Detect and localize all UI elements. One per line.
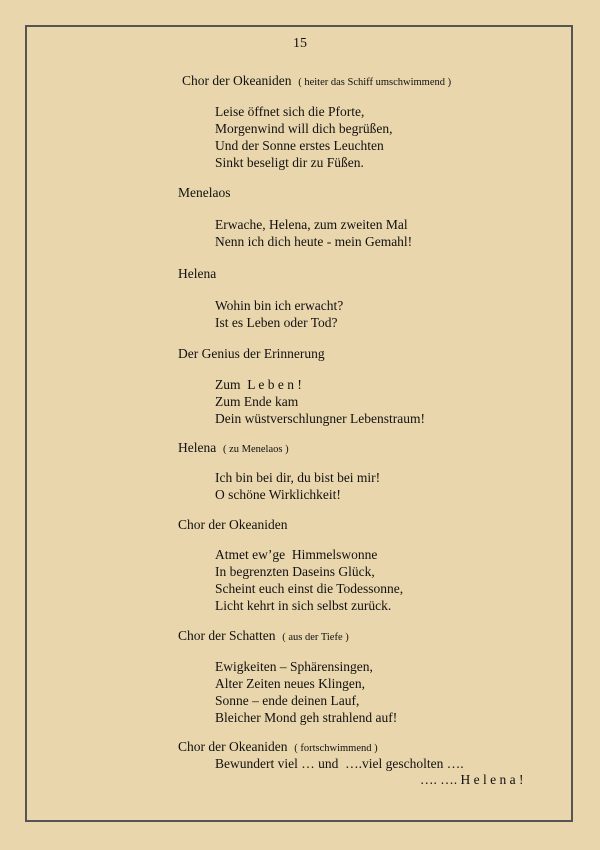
verse-line: Scheint euch einst die Todessonne, (215, 581, 404, 596)
verse-line: Sinkt beseligt dir zu Füßen. (215, 155, 364, 170)
verse-line: Licht kehrt in sich selbst zurück. (215, 598, 392, 613)
speaker-name: Chor der Okeaniden (182, 73, 292, 88)
speaker-name: Menelaos (178, 185, 231, 200)
verse-line: Wohin bin ich erwacht? (215, 298, 344, 313)
verse-line: Sonne – ende deinen Lauf, (215, 693, 360, 708)
stage-direction: ( fortschwimmend ) (294, 743, 378, 754)
verse-line: Leise öffnet sich die Pforte, (215, 104, 365, 119)
verse-line: Und der Sonne erstes Leuchten (215, 138, 384, 153)
verse-block (215, 658, 397, 726)
verse-block (215, 216, 412, 250)
verse-block (215, 376, 425, 427)
speaker-heading (178, 627, 349, 646)
speaker-name: Helena (178, 440, 217, 455)
stage-direction: ( zu Menelaos ) (222, 444, 289, 455)
verse-line: Ist es Leben oder Tod? (215, 315, 338, 330)
page-number: 15 (293, 36, 307, 51)
verse-block (215, 546, 403, 614)
verse-block (215, 103, 392, 171)
speaker-heading (178, 265, 216, 282)
verse-line: Alter Zeiten neues Klingen, (215, 676, 365, 691)
stage-direction: ( aus der Tiefe ) (282, 632, 349, 643)
closing-line: …. …. H e l e n a ! (420, 772, 524, 787)
verse-line: Dein wüstverschlungner Lebenstraum! (215, 411, 425, 426)
stage-direction: ( heiter das Schiff umschwimmend ) (298, 77, 452, 88)
verse-line: Zum Ende kam (215, 394, 299, 409)
verse-line: In begrenzten Daseins Glück, (215, 564, 375, 579)
verse-line: O schöne Wirklichkeit! (215, 487, 341, 502)
speaker-name: Chor der Okeaniden (178, 739, 288, 754)
verse-line: Bleicher Mond geh strahlend auf! (215, 710, 398, 725)
verse-line: Ich bin bei dir, du bist bei mir! (215, 470, 381, 485)
speaker-heading (178, 439, 289, 458)
verse-line: Ewigkeiten – Sphärensingen, (215, 659, 373, 674)
verse-block (215, 297, 343, 331)
speaker-name: Chor der Schatten (178, 628, 276, 643)
verse-line: Erwache, Helena, zum zweiten Mal (215, 217, 408, 232)
verse-block (215, 469, 380, 503)
speaker-name: Der Genius der Erinnerung (178, 346, 325, 361)
verse-line: Bewundert viel … und ….viel gescholten …. (215, 756, 464, 771)
speaker-name: Helena (178, 266, 217, 281)
speaker-heading (178, 184, 230, 201)
speaker-heading (182, 72, 451, 91)
speaker-heading (178, 345, 325, 362)
speaker-name: Chor der Okeaniden (178, 517, 288, 532)
verse-line: Atmet ew’ge Himmelswonne (215, 547, 378, 562)
verse-line: Nenn ich dich heute - mein Gemahl! (215, 234, 413, 249)
verse-line: Zum L e b e n ! (215, 377, 302, 392)
speaker-heading (178, 516, 287, 533)
verse-block (215, 755, 464, 772)
verse-line: Morgenwind will dich begrüßen, (215, 121, 393, 136)
